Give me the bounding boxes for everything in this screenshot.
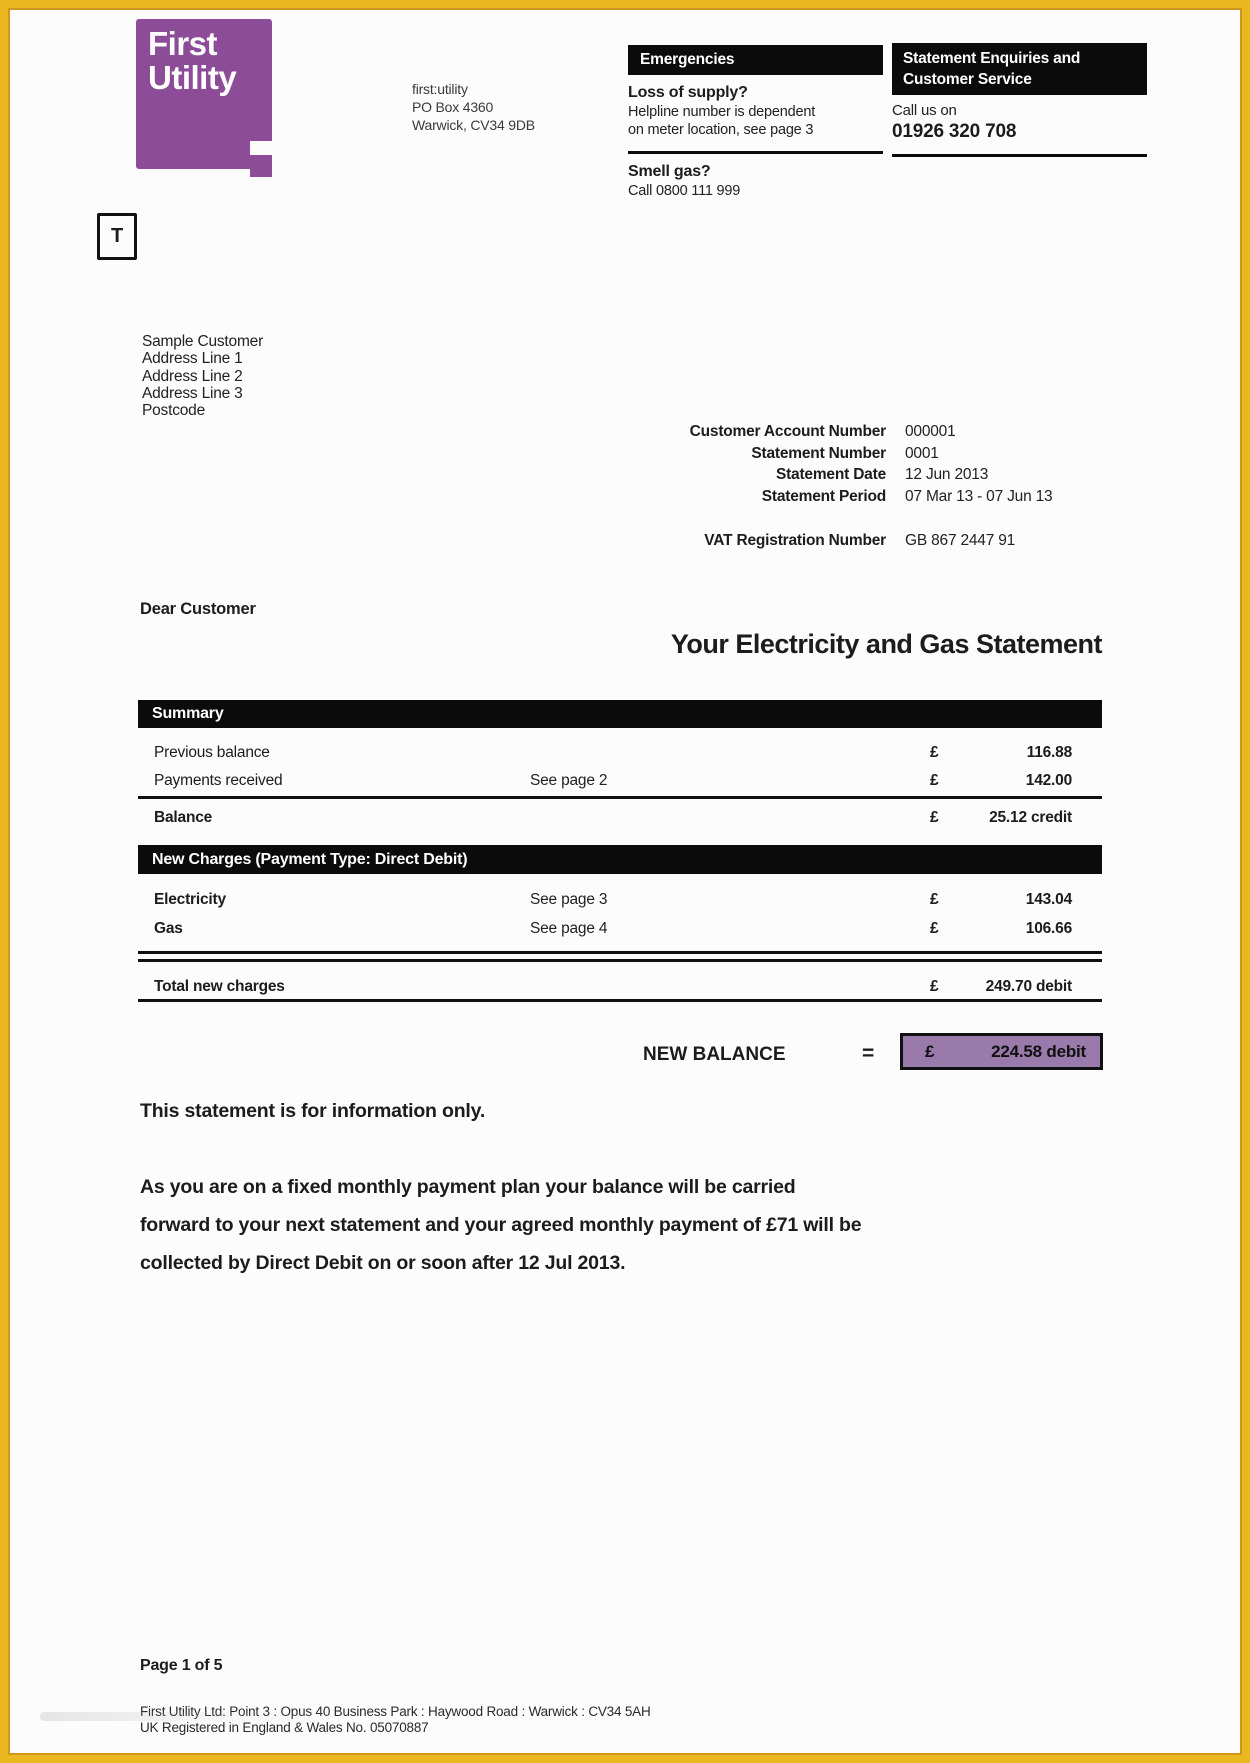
recipient-address — [142, 333, 263, 419]
vat-label: VAT Registration Number — [704, 532, 886, 549]
new-charges-header-bar: New Charges (Payment Type: Direct Debit) — [138, 845, 1102, 874]
currency-symbol: £ — [930, 744, 939, 761]
account-meta-values — [905, 421, 1052, 508]
vat-value: GB 867 2447 91 — [905, 532, 1016, 549]
mail-sort-letter: T — [110, 225, 124, 247]
total-rule-bottom — [138, 999, 1102, 1002]
smell-gas-number: Call 0800 111 999 — [628, 183, 741, 199]
footer-line: UK Registered in England & Wales No. 05070887 — [140, 1720, 429, 1735]
logo-word-first: First — [148, 25, 218, 62]
row-label: Previous balance — [154, 744, 270, 761]
new-balance-label: NEW BALANCE — [643, 1044, 786, 1065]
enquiries-title-line: Statement Enquiries and — [903, 50, 1081, 67]
currency-symbol: £ — [930, 978, 939, 995]
row-label: Balance — [154, 809, 213, 826]
footer-line: First Utility Ltd: Point 3 : Opus 40 Business Park : Haywood Road : Warwick : CV34 5AH — [140, 1704, 651, 1719]
total-rule-top-2 — [138, 959, 1102, 962]
table-row-total-new-charges — [138, 978, 1102, 1000]
currency-symbol: £ — [930, 809, 939, 826]
currency-symbol: £ — [930, 920, 939, 937]
row-amount: 142.00 — [1025, 772, 1072, 789]
sender-line: Warwick, CV34 9DB — [412, 117, 535, 133]
row-note: See page 4 — [530, 920, 608, 937]
enquiries-header-bar — [892, 43, 1147, 95]
loss-line: Helpline number is dependent — [628, 104, 816, 120]
row-amount: 116.88 — [1026, 744, 1072, 761]
currency-symbol: £ — [930, 891, 939, 908]
call-us-label: Call us on — [892, 102, 957, 119]
recipient-line: Address Line 3 — [142, 384, 243, 402]
row-label: Total new charges — [154, 978, 285, 995]
logo-word-utility: Utility — [148, 59, 237, 96]
meta-value: 12 Jun 2013 — [905, 466, 989, 484]
logo-wordmark — [148, 27, 236, 95]
recipient-line: Address Line 1 — [142, 350, 243, 368]
meta-label: Statement Period — [761, 488, 886, 506]
row-amount: 25.12 credit — [989, 809, 1072, 826]
customer-service-phone: 01926 320 708 — [892, 121, 1017, 142]
logo-tab — [250, 155, 272, 177]
table-row-payments-received — [138, 772, 1102, 794]
row-amount: 143.04 — [1025, 891, 1072, 908]
row-label: Electricity — [154, 891, 226, 908]
recipient-line: Sample Customer — [142, 333, 264, 350]
meta-value: 0001 — [905, 444, 939, 462]
recipient-line: Postcode — [142, 402, 206, 420]
meta-label: Statement Number — [751, 444, 886, 462]
emergencies-header-bar: Emergencies — [628, 45, 883, 75]
mail-sort-box — [97, 213, 137, 260]
table-row-gas — [138, 920, 1102, 942]
page-title: Your Electricity and Gas Statement — [670, 629, 1102, 659]
row-amount: 249.70 debit — [985, 978, 1072, 995]
summary-header-bar: Summary — [138, 700, 1102, 728]
new-balance-amount: 224.58 debit — [991, 1042, 1086, 1061]
enquiries-title-line: Customer Service — [903, 71, 1032, 88]
page-number: Page 1 of 5 — [140, 1657, 223, 1674]
meta-label: Statement Date — [775, 466, 886, 484]
currency-symbol: £ — [930, 772, 939, 789]
row-amount: 106.66 — [1025, 920, 1072, 937]
currency-symbol: £ — [925, 1042, 935, 1061]
sender-line: PO Box 4360 — [412, 99, 494, 115]
meta-value: 07 Mar 13 - 07 Jun 13 — [905, 488, 1053, 506]
payment-plan-paragraph — [140, 1168, 1020, 1282]
logo-notch — [250, 141, 272, 155]
new-balance-box — [900, 1033, 1103, 1070]
watermark — [40, 1712, 335, 1721]
emergencies-divider — [628, 151, 883, 154]
row-label: Gas — [154, 920, 183, 937]
loss-of-supply-heading: Loss of supply? — [628, 84, 748, 101]
recipient-line: Address Line 2 — [142, 367, 243, 385]
paragraph-line: collected by Direct Debit on or soon after 12 Jul 2013. — [140, 1252, 626, 1274]
row-note: See page 2 — [530, 772, 608, 789]
table-row-electricity — [138, 891, 1102, 913]
meta-label: Customer Account Number — [689, 423, 886, 440]
sender-line: first:utility — [412, 81, 468, 97]
row-label: Payments received — [154, 772, 283, 789]
row-note: See page 3 — [530, 891, 608, 908]
summary-rule — [138, 796, 1102, 799]
table-row-balance — [138, 809, 1102, 831]
loss-of-supply-text — [628, 104, 815, 139]
loss-line: on meter location, see page 3 — [628, 121, 814, 138]
paragraph-line: forward to your next statement and your agreed monthly payment of £71 will be — [140, 1214, 862, 1236]
sender-address — [412, 80, 535, 134]
smell-gas-heading: Smell gas? — [628, 163, 711, 180]
table-row-previous-balance — [138, 744, 1102, 766]
equals-sign: = — [862, 1042, 875, 1065]
account-meta-labels — [560, 421, 886, 508]
paragraph-line: As you are on a fixed monthly payment plan your balance will be carried — [140, 1176, 796, 1198]
information-only-note: This statement is for information only. — [140, 1100, 486, 1122]
total-rule-top — [138, 951, 1102, 954]
meta-value: 000001 — [905, 423, 956, 440]
greeting: Dear Customer — [140, 600, 256, 618]
enquiries-divider — [892, 154, 1147, 157]
